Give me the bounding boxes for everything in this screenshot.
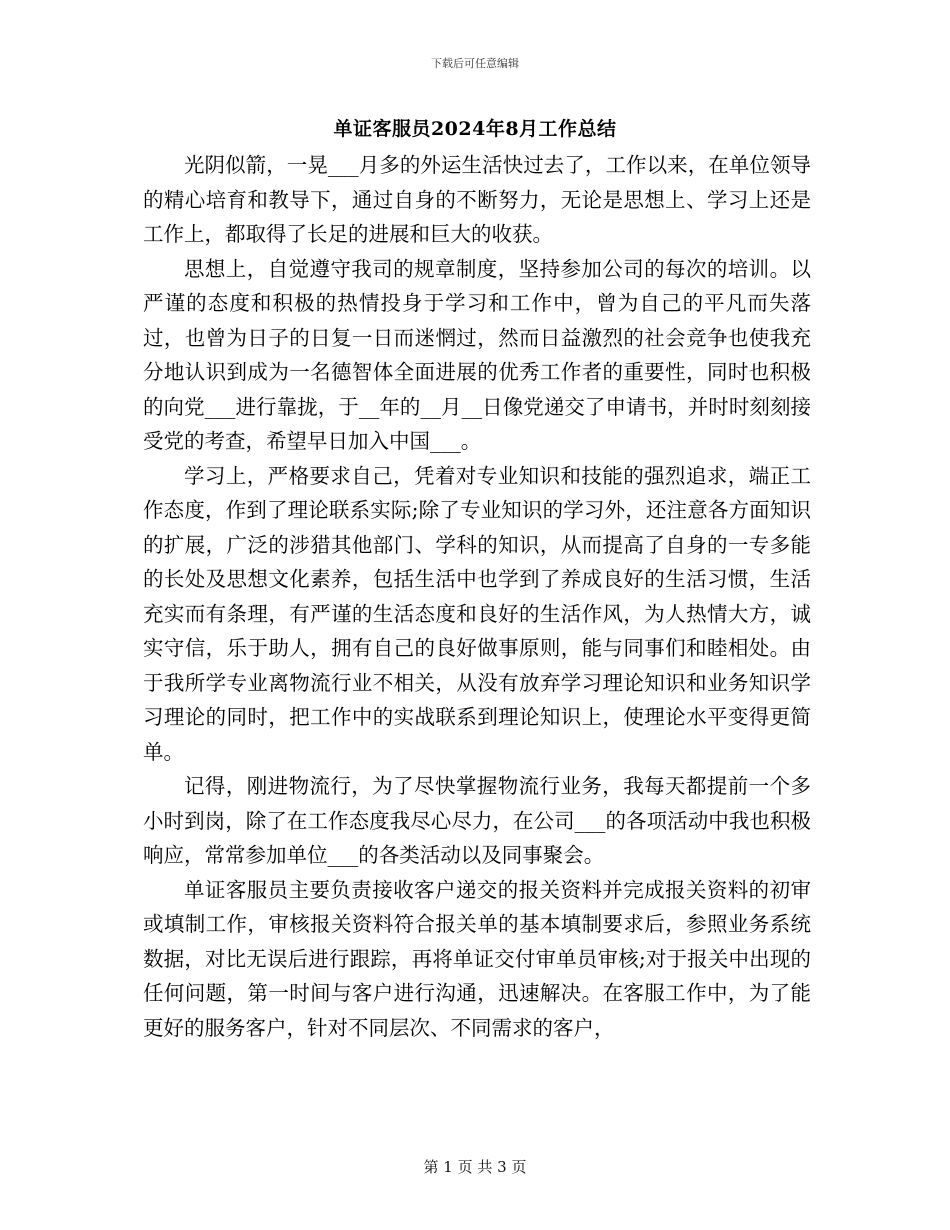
paragraph-duties: 单证客服员主要负责接收客户递交的报关资料并完成报关资料的初审或填制工作，审核报关资料符合报关单的基本填制要求后，参照业务系统数据，对比无误后进行跟踪，再将单证交付审单员审核;对于报关中出现的任何问题，第一时间与客户进行沟通，迅速解决。在客服工作中，为了能更好的服务客户，针对不同层次、不同需求的客户， [143,877,811,1040]
paragraph-intro: 光阴似箭，一晃___月多的外运生活快过去了，工作以来，在单位领导的精心培育和教导下，通过自身的不断努力，无论是思想上、学习上还是工作上，都取得了长足的进展和巨大的收获。 [143,153,811,246]
paragraph-memory: 记得，刚进物流行，为了尽快掌握物流行业务，我每天都提前一个多小时到岗，除了在工作态度我尽心尽力，在公司___的各项活动中我也积极响应，常常参加单位___的各类活动以及同事聚会。 [143,774,811,867]
page-number-footer: 第 1 页 共 3 页 [423,1158,527,1176]
document-body [143,148,811,1045]
paragraph-thought: 思想上，自觉遵守我司的规章制度，坚持参加公司的每次的培训。以严谨的态度和积极的热情投身于学习和工作中，曾为自己的平凡而失落过，也曾为日子的日复一日而迷惘过，然而日益激烈的社会竞争也使我充分地认识到成为一名德智体全面进展的优秀工作者的重要性，同时也积极的向党___进行靠拢，于__年的__月__日像党递交了申请书，并时时刻刻接受党的考查，希望早日加入中国___。 [143,256,811,453]
paragraph-study: 学习上，严格要求自己，凭着对专业知识和技能的强烈追求，端正工作态度，作到了理论联系实际;除了专业知识的学习外，还注意各方面知识的扩展，广泛的涉猎其他部门、学科的知识，从而提高了自身的一专多能的长处及思想文化素养，包括生活中也学到了养成良好的生活习惯，生活充实而有条理，有严谨的生活态度和良好的生活作风，为人热情大方，诚实守信，乐于助人，拥有自己的良好做事原则，能与同事们和睦相处。由于我所学专业离物流行业不相关，从没有放弃学习理论知识和业务知识学习理论的同时，把工作中的实战联系到理论知识上，使理论水平变得更简单。 [143,463,811,764]
header-note: 下载后可任意编辑 [431,57,519,70]
document-title: 单证客服员2024年8月工作总结 [333,118,617,140]
